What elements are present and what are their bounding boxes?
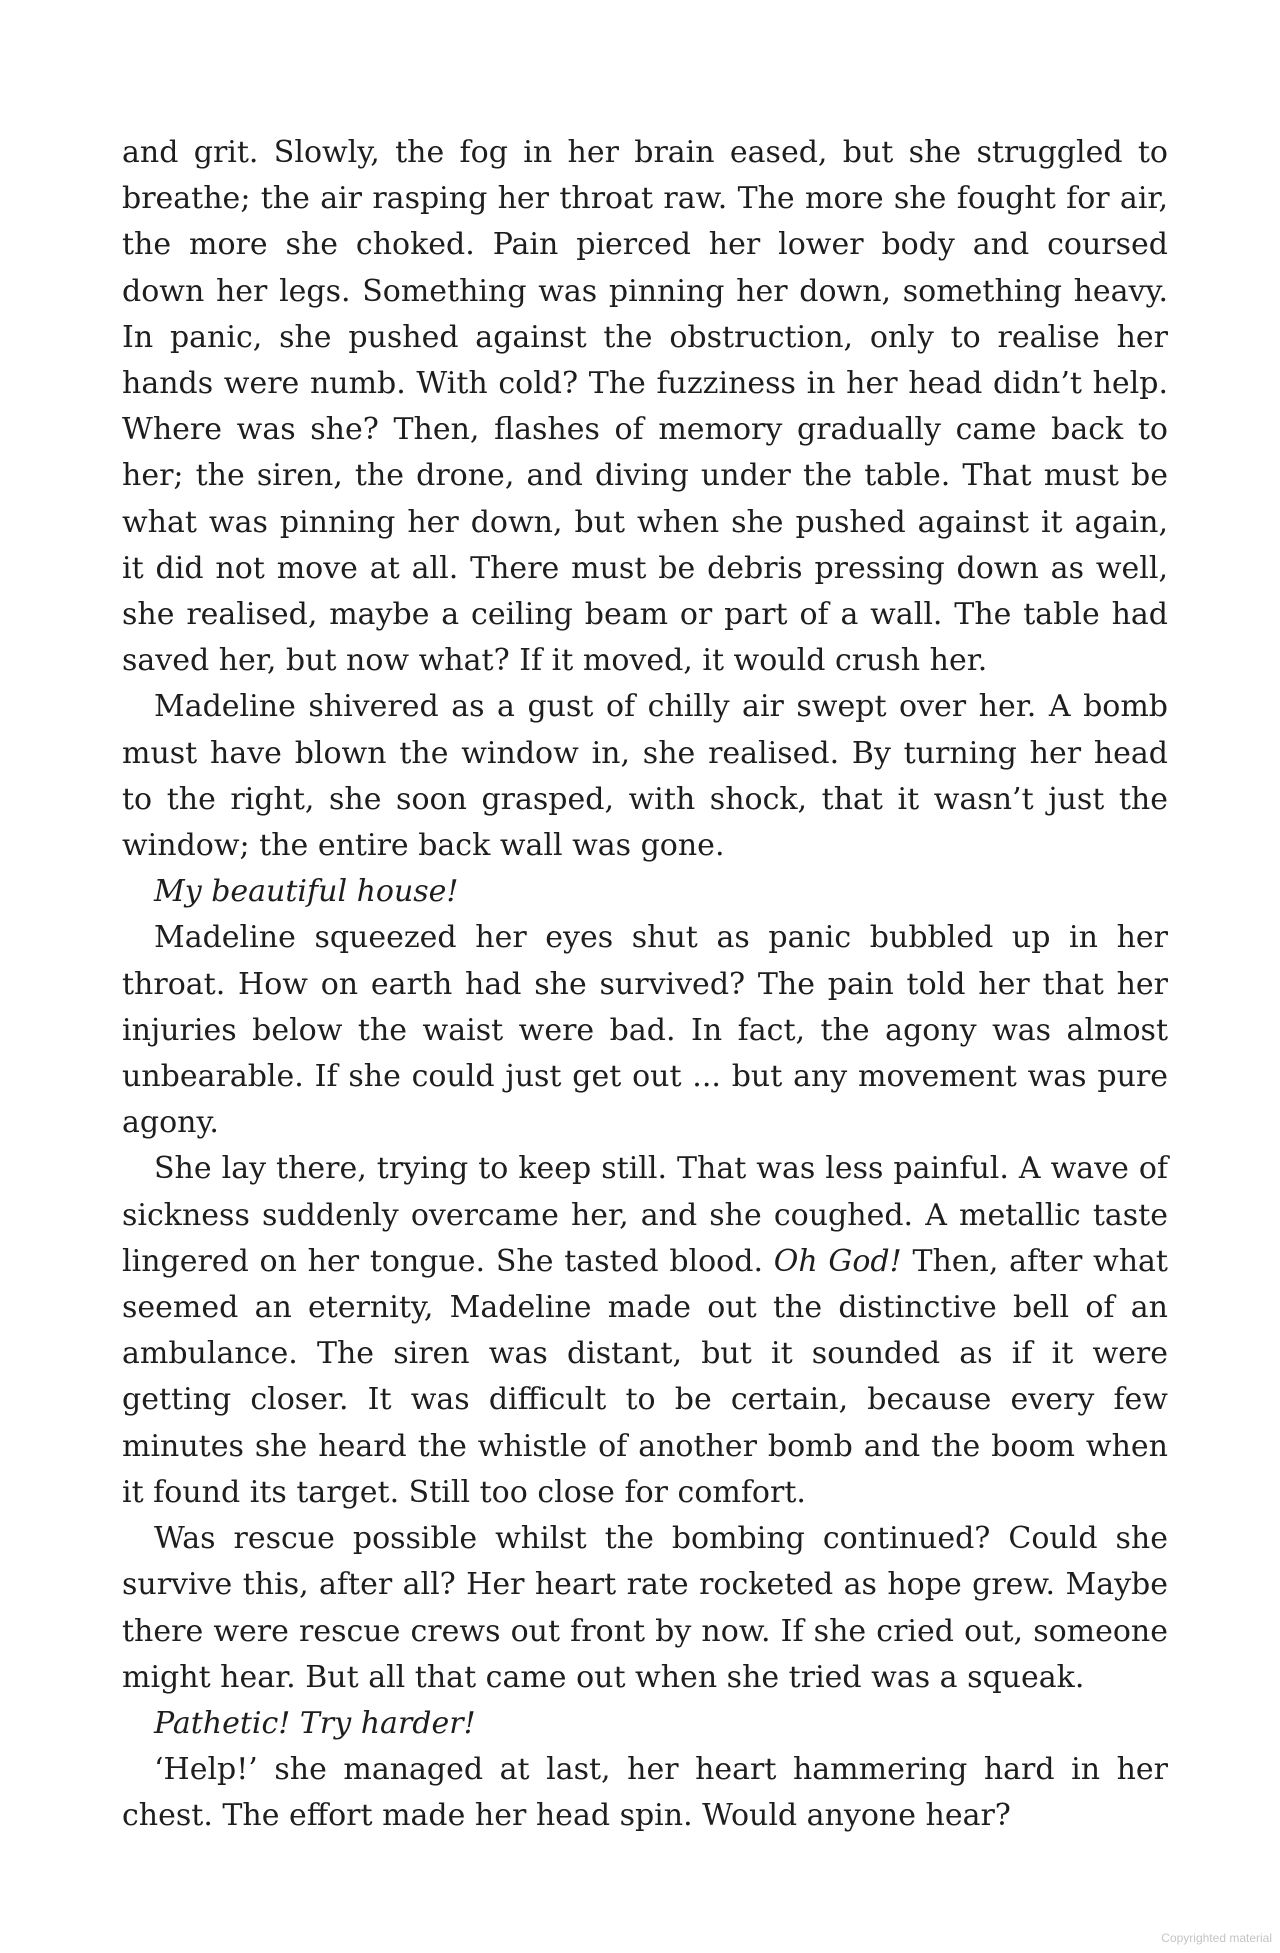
- paragraph-continued: and grit. Slowly, the fog in her brain eased, but she struggled to breathe; the air rasping her throat raw. The more she fought for air, the more she choked. Pain pierced her lower body and coursed down her legs. Something was pinning her down, something heavy. In panic, she pushed against the obstruction, only to realise her hands were numb. With cold? The fuzziness in her head didn’t help. Where was she? Then, flashes of memory gradually came back to her; the siren, the drone, and diving under the table. That must be what was pinning her down, but when she pushed against it again, it did not move at all. There must be debris pressing down as well, she realised, maybe a ceiling beam or part of a wall. The table had saved her, but now what? If it moved, it would crush her.: [122, 135, 1168, 679]
- paragraph-help: ‘Help!’ she managed at last, her heart hammering hard in her chest. The effort made her head spin. Would anyone hear?: [122, 1752, 1168, 1834]
- paragraph-gust-of-air: Madeline shivered as a gust of chilly air swept over her. A bomb must have blown the window in, she realised. By turning her head to the right, she soon grasped, with shock, that it wasn’t just the window; the entire back wall was gone.: [122, 689, 1168, 864]
- paragraph-rescue: Was rescue possible whilst the bombing continued? Could she survive this, after all? Her heart rate rocketed as hope grew. Maybe there were rescue crews out front by now. If she cried out, someone might hear. But all that came out when she tried was a squeak.: [122, 1521, 1168, 1695]
- paragraph-ambulance-start: She lay there, trying to keep still. That was less painful. A wave of sickness suddenly overcame her, and she coughed. A metallic taste lingered on her tongue. She tasted blood.: [122, 1151, 1168, 1279]
- paragraph-ambulance: [122, 1146, 1168, 1516]
- emphasis-oh-god: Oh God!: [773, 1243, 902, 1279]
- paragraph-panic: Madeline squeezed her eyes shut as panic bubbled up in her throat. How on earth had she survived? The pain told her that her injuries below the waist were bad. In fact, the agony was almost unbearable. If she could just get out ... but any movement was pure agony.: [122, 920, 1168, 1141]
- copyright-watermark: Copyrighted material: [1161, 1931, 1272, 1945]
- book-page-text: [122, 130, 1168, 1840]
- paragraph-thought-try-harder: Pathetic! Try harder!: [154, 1705, 476, 1741]
- paragraph-ambulance-end: Then, after what seemed an eternity, Madeline made out the distinctive bell of an ambulance. The siren was distant, but it sounded as if it were getting closer. It was difficult to be certain, because every few minutes she heard the whistle of another bomb and the boom when it found its target. Still too close for comfort.: [122, 1243, 1168, 1510]
- paragraph-thought-beautiful-house: My beautiful house!: [154, 874, 459, 910]
